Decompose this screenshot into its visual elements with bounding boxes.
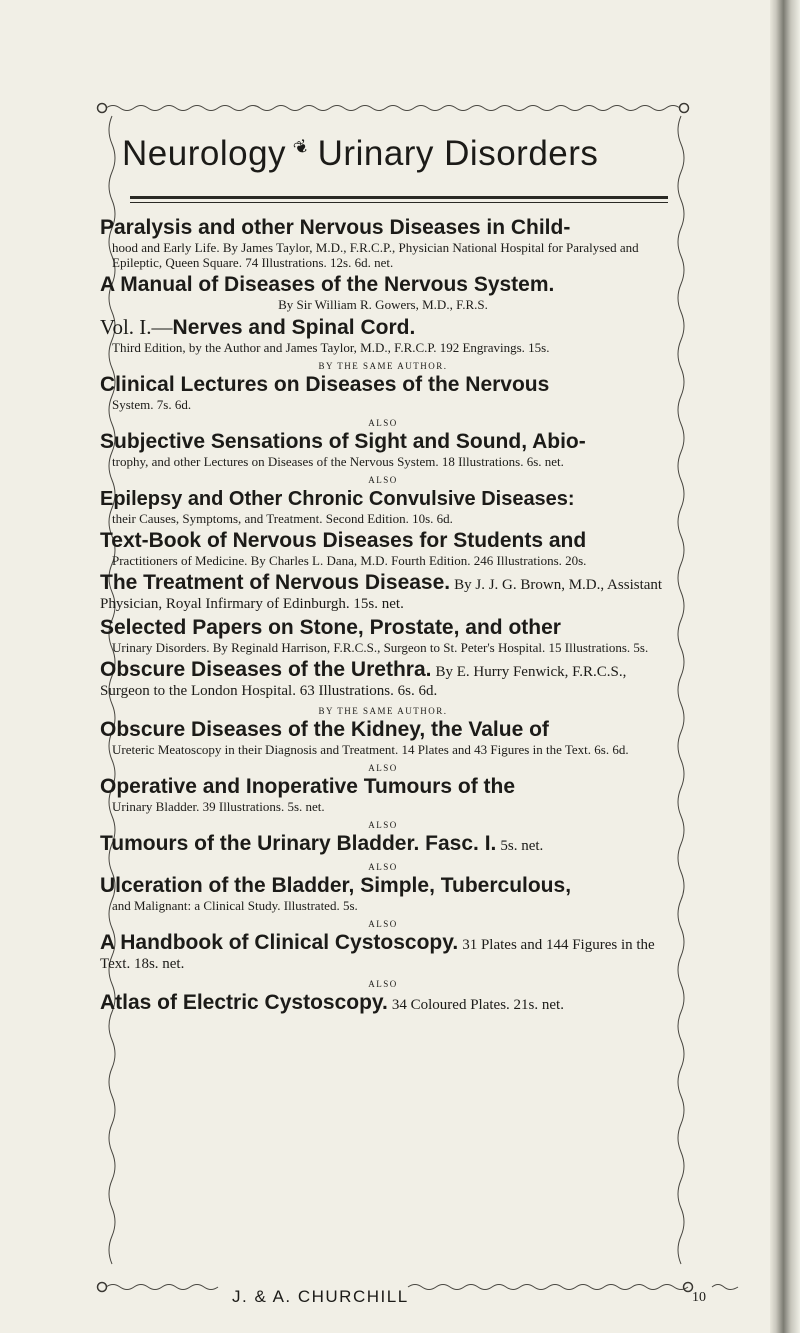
entry-separator: ALSO bbox=[368, 820, 398, 830]
catalogue-entry bbox=[100, 931, 666, 973]
catalogue-entry bbox=[100, 430, 666, 469]
entry-title: A Handbook of Clinical Cystoscopy. bbox=[100, 931, 459, 954]
entry-separator: BY THE SAME AUTHOR. bbox=[318, 706, 448, 716]
catalogue-entry bbox=[100, 991, 666, 1015]
entry-description: hood and Early Life. By James Taylor, M.D., F.R.C.P., Physician National Hospital for Paralysed and Epileptic, Queen Square. 74 Illustrations. 12s. 6d. net. bbox=[112, 240, 639, 270]
entry-title: Clinical Lectures on Diseases of the Nervous bbox=[100, 373, 550, 396]
entry-separator: ALSO bbox=[368, 475, 398, 485]
entry-separator: BY THE SAME AUTHOR. bbox=[318, 361, 448, 371]
entry-title: Ulceration of the Bladder, Simple, Tuberculous, bbox=[100, 874, 572, 897]
entry-description: trophy, and other Lectures on Diseases of the Nervous System. 18 Illustrations. 6s. net. bbox=[112, 454, 564, 469]
header-left: Neurology bbox=[122, 134, 287, 173]
catalogue-entry bbox=[100, 658, 666, 700]
entry-separator: ALSO bbox=[368, 763, 398, 773]
page-header bbox=[122, 134, 670, 174]
entry-description: Practitioners of Medicine. By Charles L. Dana, M.D. Fourth Edition. 246 Illustrations. 20s. bbox=[112, 553, 587, 568]
entry-description: System. 7s. 6d. bbox=[112, 397, 192, 412]
entry-title: Epilepsy and Other Chronic Convulsive Diseases: bbox=[100, 488, 575, 510]
entry-description: their Causes, Symptoms, and Treatment. Second Edition. 10s. 6d. bbox=[112, 511, 453, 526]
entry-separator: ALSO bbox=[368, 979, 398, 989]
catalogue-entry bbox=[100, 775, 666, 814]
entry-title: Selected Papers on Stone, Prostate, and other bbox=[100, 616, 561, 639]
entry-title: Nerves and Spinal Cord. bbox=[172, 316, 416, 339]
catalogue-entry bbox=[100, 616, 666, 655]
entry-description: 5s. net. bbox=[500, 838, 544, 854]
page-number: 10 bbox=[692, 1290, 706, 1305]
entry-title: The Treatment of Nervous Disease. bbox=[100, 571, 451, 594]
header-rule-thick bbox=[130, 196, 668, 199]
entry-title: Atlas of Electric Cystoscopy. bbox=[100, 991, 388, 1014]
entry-description: Urinary Bladder. 39 Illustrations. 5s. net. bbox=[112, 799, 325, 814]
entry-title: Paralysis and other Nervous Diseases in Child- bbox=[100, 216, 571, 239]
entry-separator: ALSO bbox=[368, 862, 398, 872]
entry-description: 31 Plates and 144 Figures in the Text. 18s. net. bbox=[100, 937, 655, 972]
entry-title: Obscure Diseases of the Kidney, the Value of bbox=[100, 718, 549, 741]
entry-description: 34 Coloured Plates. 21s. net. bbox=[391, 997, 564, 1013]
entry-prefix: Vol. I.— bbox=[100, 315, 173, 339]
entry-title: Operative and Inoperative Tumours of the bbox=[100, 775, 516, 798]
header-rule-thin bbox=[130, 202, 668, 203]
entry-description: By Sir William R. Gowers, M.D., F.R.S. bbox=[278, 297, 488, 312]
catalogue-entry bbox=[100, 874, 666, 913]
entry-title: Obscure Diseases of the Urethra. bbox=[100, 658, 432, 681]
catalogue-entry bbox=[100, 315, 666, 355]
catalogue-entry bbox=[100, 832, 666, 856]
entry-title: A Manual of Diseases of the Nervous System. bbox=[100, 273, 555, 296]
entry-description: By E. Hurry Fenwick, F.R.C.S., Surgeon to the London Hospital. 63 Illustrations. 6s. 6d. bbox=[100, 664, 627, 699]
ornament-icon: ❦ bbox=[290, 134, 313, 160]
entry-separator: ALSO bbox=[368, 919, 398, 929]
catalogue-entry bbox=[100, 273, 666, 312]
entry-title: Subjective Sensations of Sight and Sound, Abio- bbox=[100, 430, 586, 453]
header-right: Urinary Disorders bbox=[317, 134, 599, 173]
catalogue-entry bbox=[100, 373, 666, 412]
entry-title: Tumours of the Urinary Bladder. Fasc. I. bbox=[100, 832, 497, 855]
catalogue-list bbox=[100, 216, 666, 1018]
entry-description: Third Edition, by the Author and James Taylor, M.D., F.R.C.P. 192 Engravings. 15s. bbox=[112, 340, 550, 355]
entry-description: and Malignant: a Clinical Study. Illustrated. 5s. bbox=[112, 898, 358, 913]
entry-description: Ureteric Meatoscopy in their Diagnosis and Treatment. 14 Plates and 43 Figures in the Text. 6s. 6d. bbox=[112, 742, 629, 757]
catalogue-entry bbox=[100, 718, 666, 757]
entry-title: Text-Book of Nervous Diseases for Students and bbox=[100, 529, 587, 552]
catalogue-entry bbox=[100, 529, 666, 568]
entry-separator: ALSO bbox=[368, 418, 398, 428]
catalogue-entry bbox=[100, 571, 666, 613]
publisher-name: J. & A. CHURCHILL bbox=[232, 1287, 409, 1306]
entry-description: By J. J. G. Brown, M.D., Assistant Physician, Royal Infirmary of Edinburgh. 15s. net. bbox=[100, 577, 663, 612]
entry-description: Urinary Disorders. By Reginald Harrison, F.R.C.S., Surgeon to St. Peter's Hospital. 15 Illustrations. 5s. bbox=[112, 640, 649, 655]
catalogue-entry bbox=[100, 216, 666, 270]
catalogue-entry bbox=[100, 487, 666, 526]
